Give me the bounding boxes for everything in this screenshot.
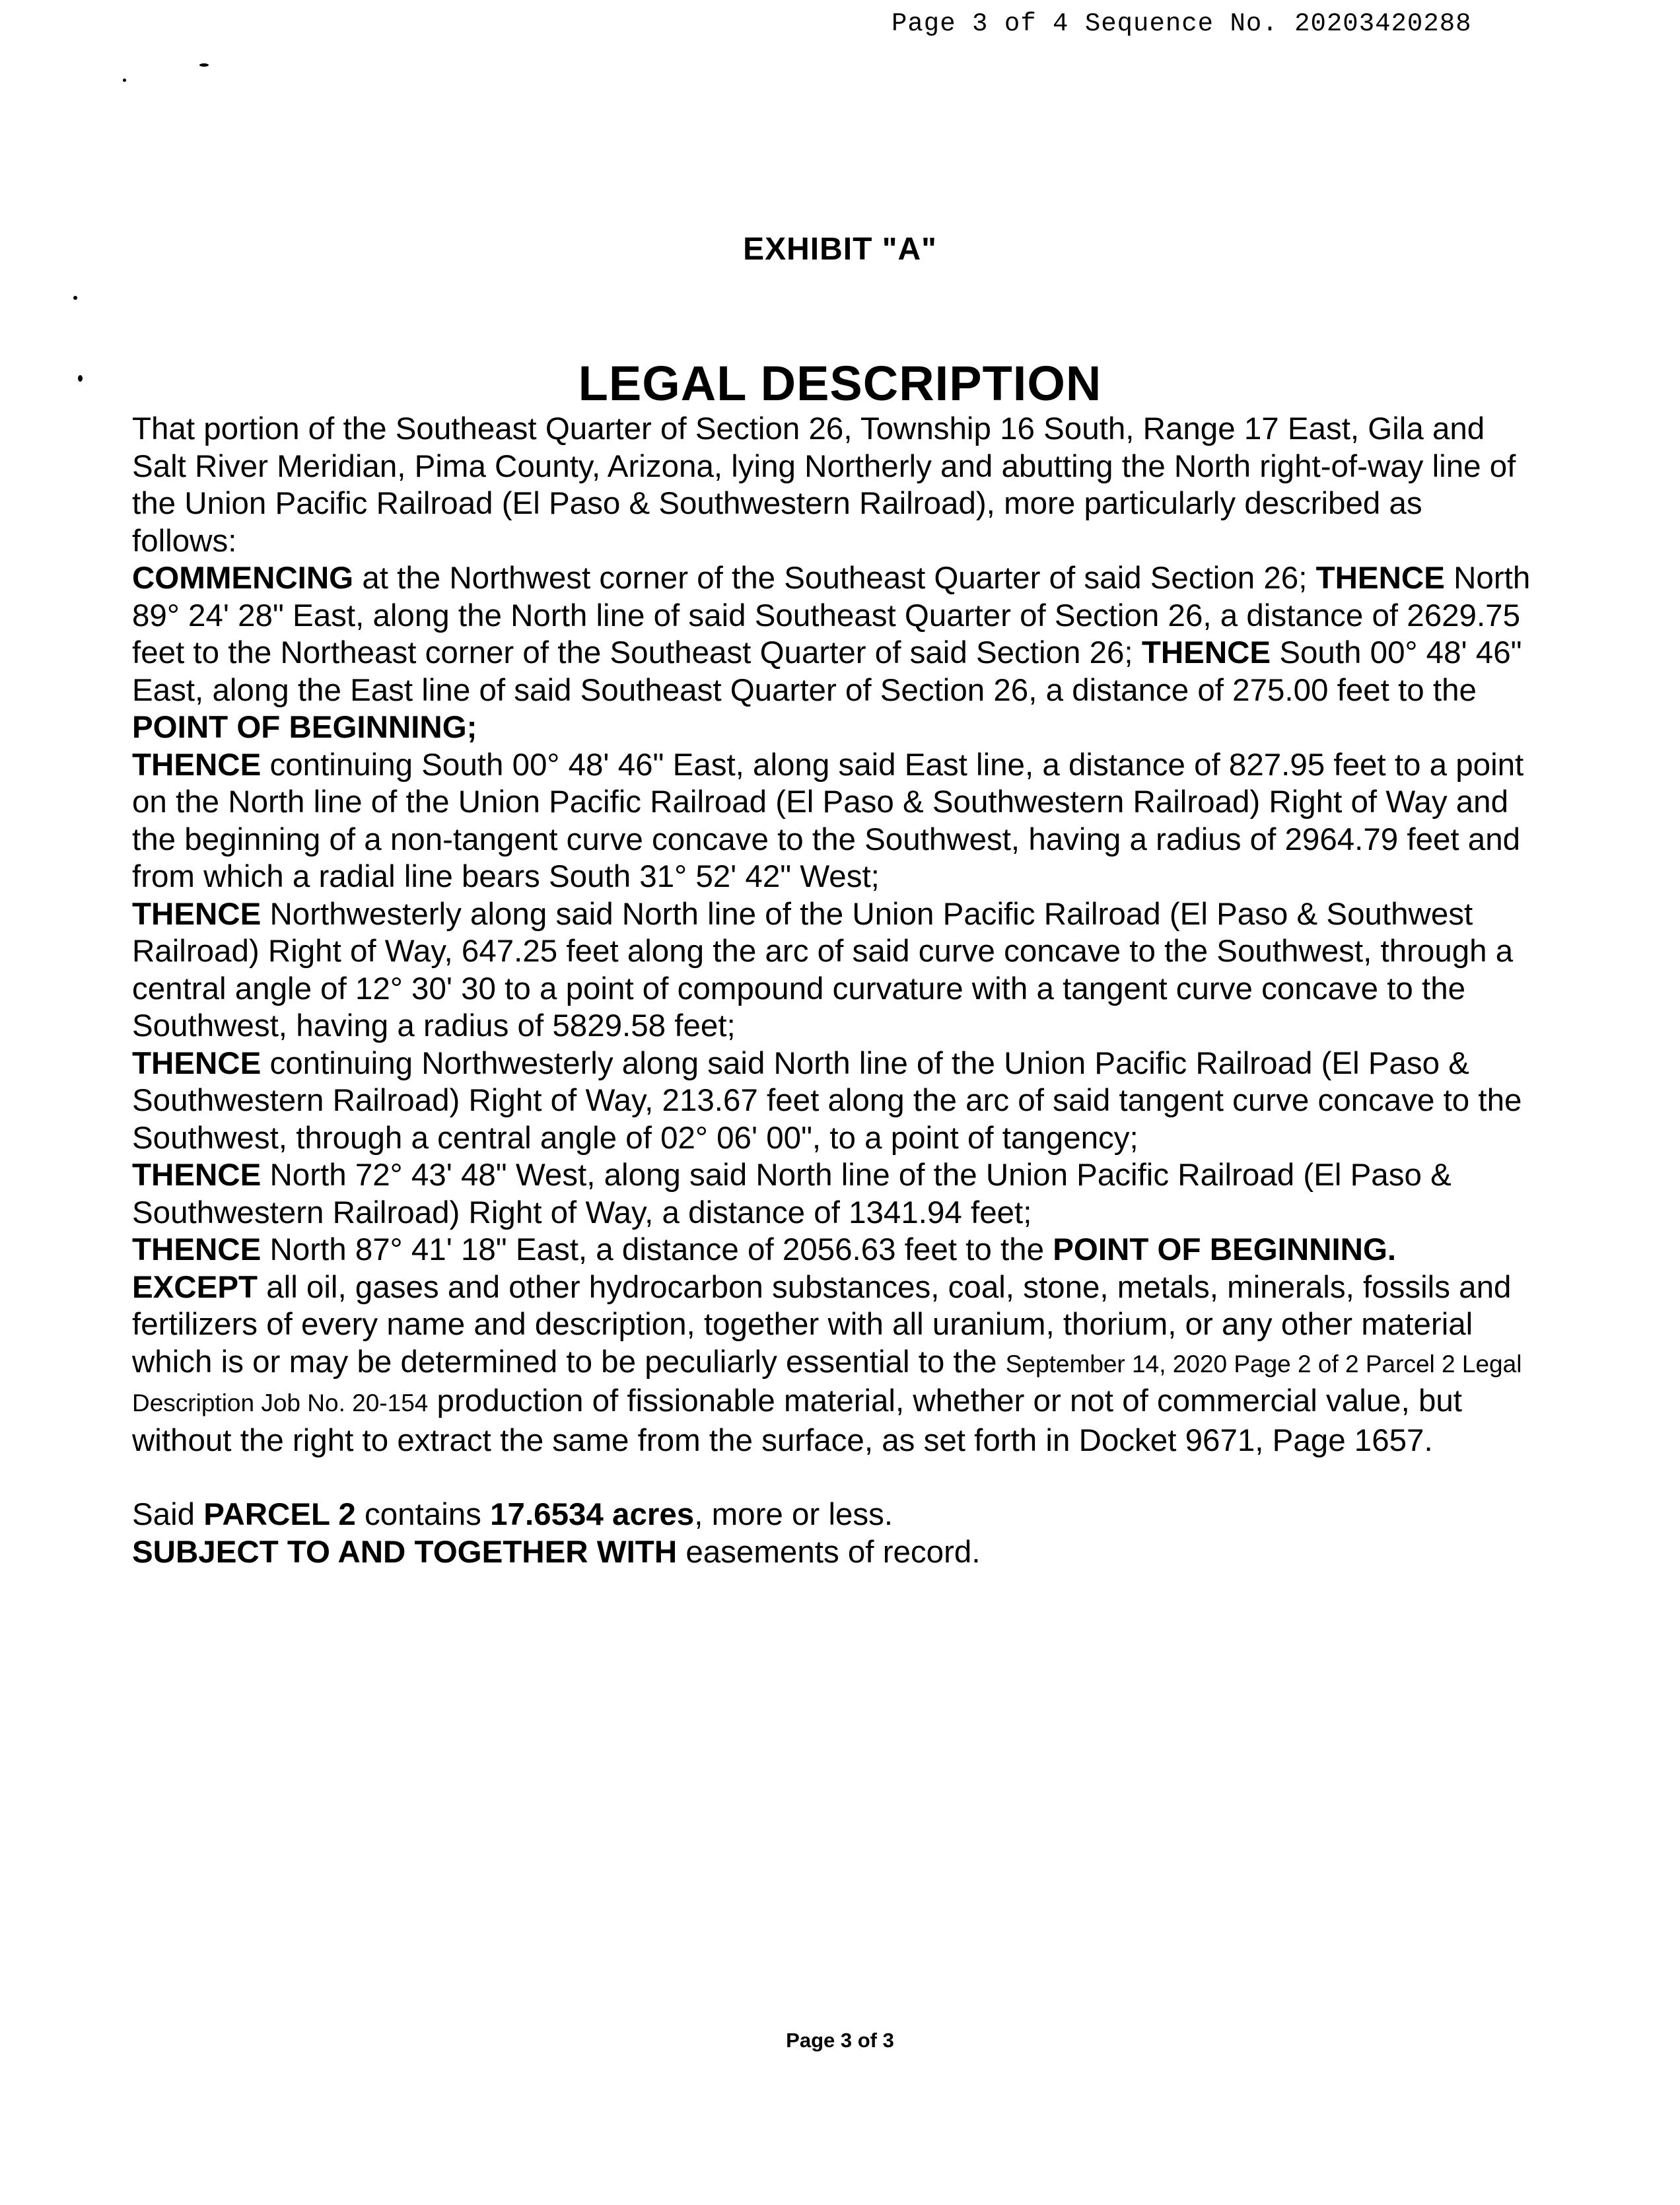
intro-paragraph: That portion of the Southeast Quarter of Section 26, Township 16 South, Range 17 East, Gila and Salt River Meridian, Pima County, Arizona, lying Northerly and abutting the North right-of-way line of the Union Pacific Railroad (El Paso & Southwestern Railroad), more particularly described as follows: <box>132 411 1516 559</box>
except-paragraph: EXCEPT all oil, gases and other hydrocarbon substances, coal, stone, metals, minerals, fossils and fertilizers of every name and description, together with all uranium, thorium, or any other material which is or may be determined to be peculiarly essential to the September 14, 2020 Page 2 of 2 Parcel 2 Legal Description Job No. 20-154 production of fissionable material, whether or not of commercial value, but without the right to extract the same from the surface, as set forth in Docket 9671, Page 1657. <box>132 1269 1522 1458</box>
embedded-job-note: September 14, 2020 Page 2 of 2 Parcel 2 Legal Description Job No. 20-154 <box>132 1350 1522 1417</box>
course-paragraph: THENCE Northwesterly along said North line of the Union Pacific Railroad (El Paso & Southwest Railroad) Right of Way, 647.25 feet along the arc of said curve concave to the Southwest, through a central angle of 12° 30' 30 to a point of compound curvature with a tangent curve concave to the Southwest, having a radius of 5829.58 feet; <box>132 896 1514 1043</box>
recording-page-stamp: Page 3 of 4 Sequence No. 20203420288 <box>892 9 1472 38</box>
commencing-paragraph: COMMENCING at the Northwest corner of the Southeast Quarter of said Section 26; THENCE North 89° 24' 28" East, along the North line of said Southeast Quarter of Section 26, a distance of 2629.75 feet to the Northeast corner of the Southeast Quarter of said Section 26; THENCE South 00° 48' 46" East, along the East line of said Southeast Quarter of Section 26, a distance of 275.00 feet to the POINT OF BEGINNING; <box>132 561 1531 745</box>
scan-speck <box>199 63 209 67</box>
keyword: THENCE <box>1141 635 1271 670</box>
keyword: SUBJECT TO AND TOGETHER WITH <box>132 1534 678 1570</box>
course-paragraph: THENCE continuing South 00° 48' 46" East, along said East line, a distance of 827.95 feet to a point on the North line of the Union Pacific Railroad (El Paso & Southwestern Railroad) Right of Way and the beginning of a non-tangent curve concave to the Southwest, having a radius of 2964.79 feet and from which a radial line bears South 31° 52' 42" West; <box>132 747 1524 894</box>
parcel-area-paragraph: Said PARCEL 2 contains 17.6534 acres, more or less. <box>132 1497 893 1532</box>
keyword: THENCE <box>132 1232 262 1267</box>
keyword: EXCEPT <box>132 1269 258 1305</box>
keyword: PARCEL 2 <box>203 1497 356 1532</box>
scan-speck <box>73 296 77 300</box>
keyword: THENCE <box>132 747 262 783</box>
scan-speck <box>123 79 126 82</box>
legal-description-title: LEGAL DESCRIPTION <box>578 356 1102 411</box>
subject-paragraph: SUBJECT TO AND TOGETHER WITH easements of record. <box>132 1534 981 1570</box>
course-paragraph: THENCE North 72° 43' 48" West, along said North line of the Union Pacific Railroad (El Paso & Southwestern Railroad) Right of Way, a distance of 1341.94 feet; <box>132 1158 1452 1230</box>
keyword: 17.6534 acres <box>490 1497 695 1532</box>
keyword: THENCE <box>132 1045 262 1081</box>
keyword: POINT OF BEGINNING; <box>132 710 477 745</box>
keyword: POINT OF BEGINNING. <box>1053 1232 1397 1267</box>
legal-description-body <box>132 411 1532 1571</box>
keyword: THENCE <box>132 1158 262 1193</box>
keyword: THENCE <box>132 896 262 932</box>
keyword: COMMENCING <box>132 561 354 596</box>
spacer <box>132 1459 1532 1496</box>
course-paragraph: THENCE continuing Northwesterly along said North line of the Union Pacific Railroad (El Paso & Southwestern Railroad) Right of Way, 213.67 feet along the arc of said tangent curve concave to the Southwest, through a central angle of 02° 06' 00", to a point of tangency; <box>132 1045 1522 1156</box>
exhibit-title: EXHIBIT "A" <box>743 232 937 267</box>
page-number: Page 3 of 3 <box>786 2029 894 2052</box>
course-paragraph: THENCE North 87° 41' 18" East, a distance of 2056.63 feet to the POINT OF BEGINNING. <box>132 1232 1397 1267</box>
keyword: THENCE <box>1315 561 1445 596</box>
